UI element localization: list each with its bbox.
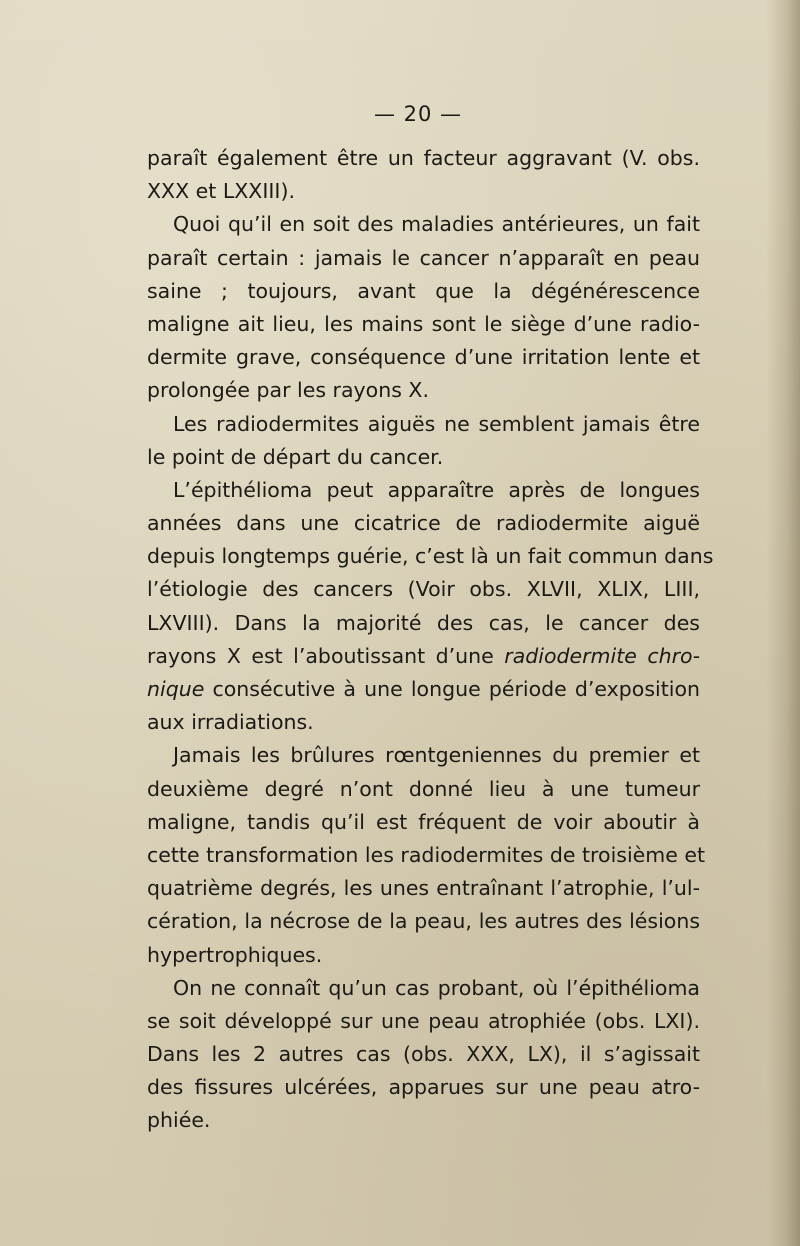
italic-text: radiodermite chro- xyxy=(504,643,700,668)
line-text: rayons X est l’aboutissant d’une xyxy=(147,643,494,668)
text-line xyxy=(147,607,700,640)
line-text: On ne connaît qu’un cas probant, où l’épithélioma xyxy=(173,975,700,1000)
line-text: depuis longtemps guérie, c’est là un fait commun dans xyxy=(147,544,714,569)
line-text: des fissures ulcérées, apparues sur une peau atro- xyxy=(147,1075,700,1100)
text-line xyxy=(147,408,700,441)
line-text: aux irradiations. xyxy=(147,710,314,735)
text-line xyxy=(147,208,700,241)
text-line xyxy=(147,640,700,673)
line-text: Quoi qu’il en soit des maladies antérieures, un fait xyxy=(173,212,700,237)
line-text: Jamais les brûlures rœntgeniennes du premier et xyxy=(173,743,700,768)
line-text: Dans les 2 autres cas (obs. XXX, LX), il s’agissait xyxy=(147,1042,700,1067)
line-text: maligne, tandis qu’il est fréquent de voir aboutir à xyxy=(147,809,700,834)
text-line xyxy=(147,773,700,806)
text-line xyxy=(147,806,700,839)
line-text: l’étiologie des cancers (Voir obs. XLVII, XLIX, LIII, xyxy=(147,577,700,602)
text-line xyxy=(147,540,714,573)
text-line xyxy=(147,507,700,540)
text-line xyxy=(147,839,706,872)
text-line xyxy=(147,308,700,341)
line-text: deuxième degré n’ont donné lieu à une tumeur xyxy=(147,776,700,801)
line-text: paraît certain : jamais le cancer n’apparaît en peau xyxy=(147,245,700,270)
text-line xyxy=(147,341,700,374)
line-text: saine ; toujours, avant que la dégénérescence xyxy=(147,278,700,303)
text-line xyxy=(147,673,700,706)
text-line xyxy=(147,242,700,275)
text-line xyxy=(147,1071,700,1104)
line-text: années dans une cicatrice de radiodermite aiguë xyxy=(147,511,700,536)
text-line xyxy=(147,1038,700,1071)
text-line xyxy=(147,706,700,739)
line-text: hypertrophiques. xyxy=(147,942,323,967)
line-text: prolongée par les rayons X. xyxy=(147,378,429,403)
line-text: L’épithélioma peut apparaître après de longues xyxy=(173,477,700,502)
line-text: paraît également être un facteur aggravant (V. obs. xyxy=(147,146,700,170)
line-text: LXVIII). Dans la majorité des cas, le cancer des xyxy=(147,610,700,635)
line-text: se soit développé sur une peau atrophiée (obs. LXI). xyxy=(147,1008,700,1033)
text-line xyxy=(147,905,700,938)
text-line xyxy=(147,872,700,905)
text-line xyxy=(147,1104,700,1137)
line-text: consécutive à une longue période d’exposition xyxy=(212,677,700,701)
text-line xyxy=(147,939,700,972)
text-line xyxy=(147,474,700,507)
page-number: — 20 — xyxy=(373,102,463,126)
text-line xyxy=(147,441,700,474)
text-line xyxy=(147,739,700,772)
line-text: Les radiodermites aiguës ne semblent jamais être xyxy=(173,411,700,436)
page-binding-shadow xyxy=(766,0,800,1246)
line-text: cette transformation les radiodermites de troisième et xyxy=(147,842,706,867)
italic-text: nique xyxy=(147,677,205,701)
text-line xyxy=(147,374,700,407)
line-text: quatrième degrés, les unes entraînant l’atrophie, l’ul- xyxy=(147,876,700,901)
line-text: dermite grave, conséquence d’une irritation lente et xyxy=(147,345,700,370)
line-text: le point de départ du cancer. xyxy=(147,444,444,469)
text-line xyxy=(147,573,700,606)
text-line xyxy=(147,142,700,175)
line-text: maligne ait lieu, les mains sont le siège d’une radio- xyxy=(147,311,700,336)
text-line xyxy=(147,972,700,1005)
text-line xyxy=(147,1005,700,1038)
line-text: XXX et LXXIII). xyxy=(147,179,295,204)
line-text: cération, la nécrose de la peau, les autres des lésions xyxy=(147,909,700,934)
body-text xyxy=(147,142,714,1138)
line-text: phiée. xyxy=(147,1108,211,1133)
text-line xyxy=(147,175,700,208)
text-line xyxy=(147,275,700,308)
